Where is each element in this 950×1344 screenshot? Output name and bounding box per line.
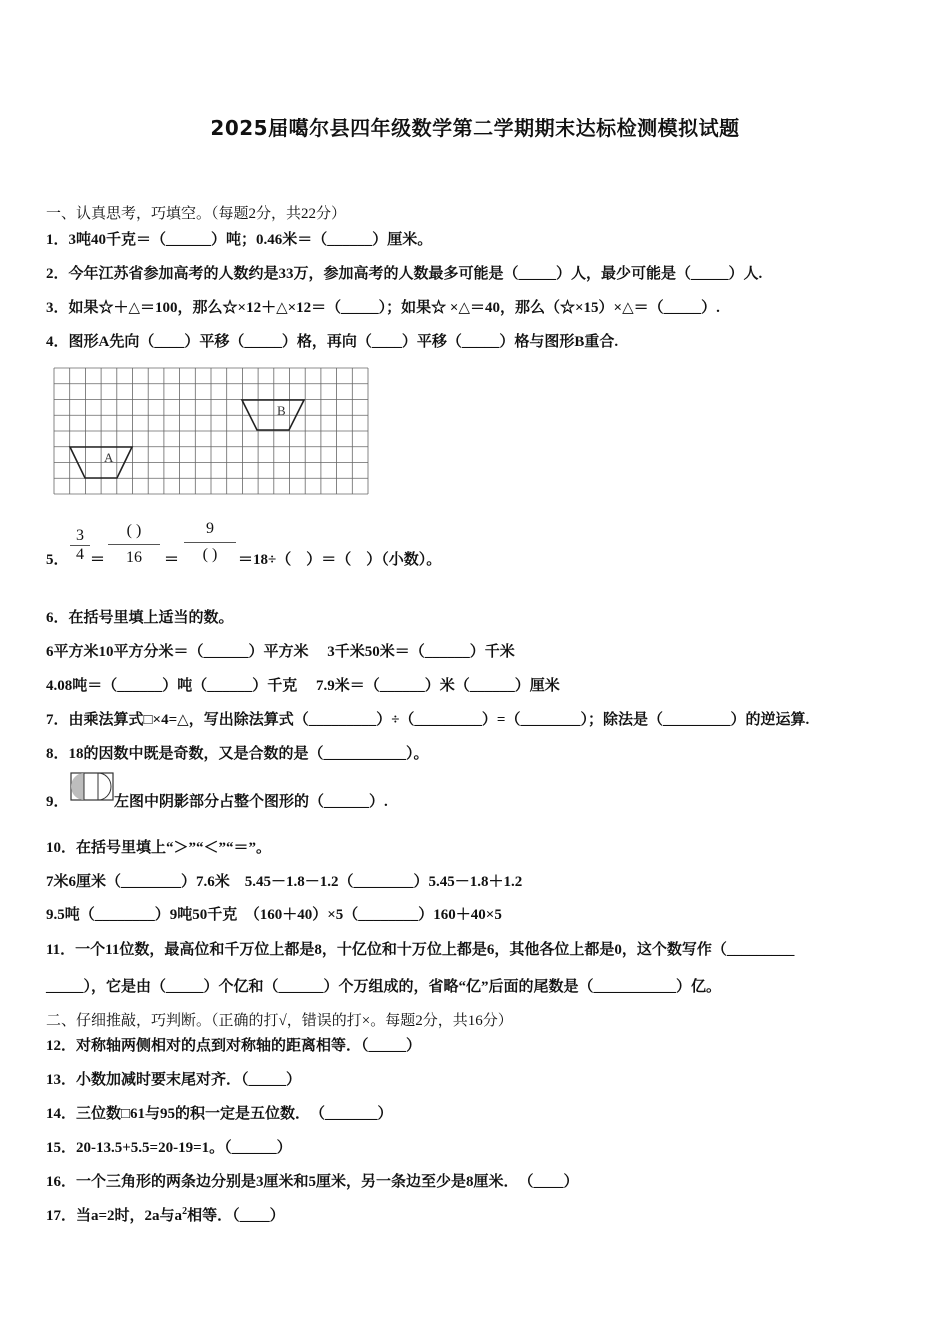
section-2-heading: 二、仔细推敲，巧判断。（正确的打√，错误的打×。每题2分，共16分） — [46, 1013, 513, 1029]
fraction-3-4 — [70, 527, 90, 564]
fraction-2-denominator: 16 — [108, 544, 160, 567]
shape-b-label: B — [277, 403, 286, 418]
question-13: 13．小数加减时要末尾对齐．（_____） — [46, 1072, 302, 1088]
question-10: 10．在括号里填上“＞”“＜”“＝”。 — [46, 840, 272, 856]
question-14: 14．三位数□61与95的积一定是五位数． （_______） — [46, 1106, 393, 1122]
question-7: 7．由乘法算式□×4=△，写出除法算式（_________）÷（_________）=（________）；除法是（_________）的逆运算. — [46, 712, 810, 728]
fraction-9-blank — [184, 520, 236, 564]
question-17 — [46, 1204, 285, 1225]
question-6: 6．在括号里填上适当的数。 — [46, 610, 234, 626]
question-10-line-1: 7米6厘米（________）7.6米 5.45－1.8－1.2（________）5.45－1.8＋1.2 — [46, 874, 523, 890]
question-15: 15．20-13.5+5.5=20-19=1。（______） — [46, 1140, 292, 1156]
question-17-tail: 相等．（____） — [187, 1208, 285, 1224]
question-16: 16．一个三角形的两条边分别是3厘米和5厘米，另一条边至少是8厘米． （____） — [46, 1174, 579, 1190]
equals-sign-2: ＝ — [164, 552, 180, 568]
fraction-2-numerator: ( ) — [126, 522, 142, 539]
fraction-3-denominator: ( ) — [184, 542, 236, 564]
question-10-line-2: 9.5吨（________）9吨50千克 （160＋40）×5（________）160＋40×5 — [46, 907, 502, 923]
equals-sign-1: ＝ — [90, 552, 106, 568]
page-title: 2025届噶尔县四年级数学第二学期期末达标检测模拟试题 — [210, 116, 740, 140]
question-9-text: 左图中阴影部分占整个图形的（______）. — [114, 794, 388, 810]
question-4: 4．图形A先向（____）平移（_____）格，再向（____）平移（_____）格与图形B重合. — [46, 334, 619, 350]
question-11-line-1: 11．一个11位数，最高位和千万位上都是8，十亿位和十万位上都是6，其他各位上都是0，这个数写作（_________ — [46, 942, 795, 958]
fraction-blank-16 — [108, 522, 160, 567]
question-17-superscript: 2 — [182, 1206, 188, 1217]
question-3: 3．如果☆＋△＝100，那么☆×12＋△×12＝（_____）；如果☆ ×△＝40，那么（☆×15）×△＝（_____）. — [46, 300, 720, 316]
question-5-tail: ＝18÷（ ）＝（ ）（小数）。 — [238, 552, 442, 568]
question-5-number: 5． — [46, 552, 69, 568]
question-6-line-1: 6平方米10平方分米＝（______）平方米 3千米50米＝（______）千米 — [46, 644, 515, 660]
grid-figure — [53, 367, 369, 495]
question-12: 12．对称轴两侧相对的点到对称轴的距离相等．（_____） — [46, 1038, 422, 1054]
question-17-text: 17．当a=2时，2a与a — [46, 1208, 183, 1224]
shaded-figure — [70, 772, 114, 802]
question-8: 8．18的因数中既是奇数，又是合数的是（___________）。 — [46, 746, 429, 762]
question-2: 2．今年江苏省参加高考的人数约是33万，参加高考的人数最多可能是（_____）人，最少可能是（_____）人. — [46, 266, 763, 282]
question-9-number: 9． — [46, 794, 69, 810]
fraction-1-numerator: 3 — [76, 527, 84, 544]
fraction-1-denominator: 4 — [70, 545, 90, 564]
section-1-heading: 一、认真思考，巧填空。（每题2分，共22分） — [46, 206, 347, 222]
grid-lines — [54, 368, 368, 494]
shape-a-label: A — [104, 450, 114, 465]
question-6-line-2: 4.08吨＝（______）吨（______）千克 7.9米＝（______）米（______）厘米 — [46, 678, 560, 694]
question-11-line-2: _____），它是由（_____）个亿和（______）个万组成的，省略“亿”后面的尾数是（___________）亿。 — [46, 979, 722, 995]
question-1: 1．3吨40千克＝（______）吨；0.46米＝（______）厘米。 — [46, 232, 433, 248]
fraction-3-numerator: 9 — [206, 520, 214, 537]
